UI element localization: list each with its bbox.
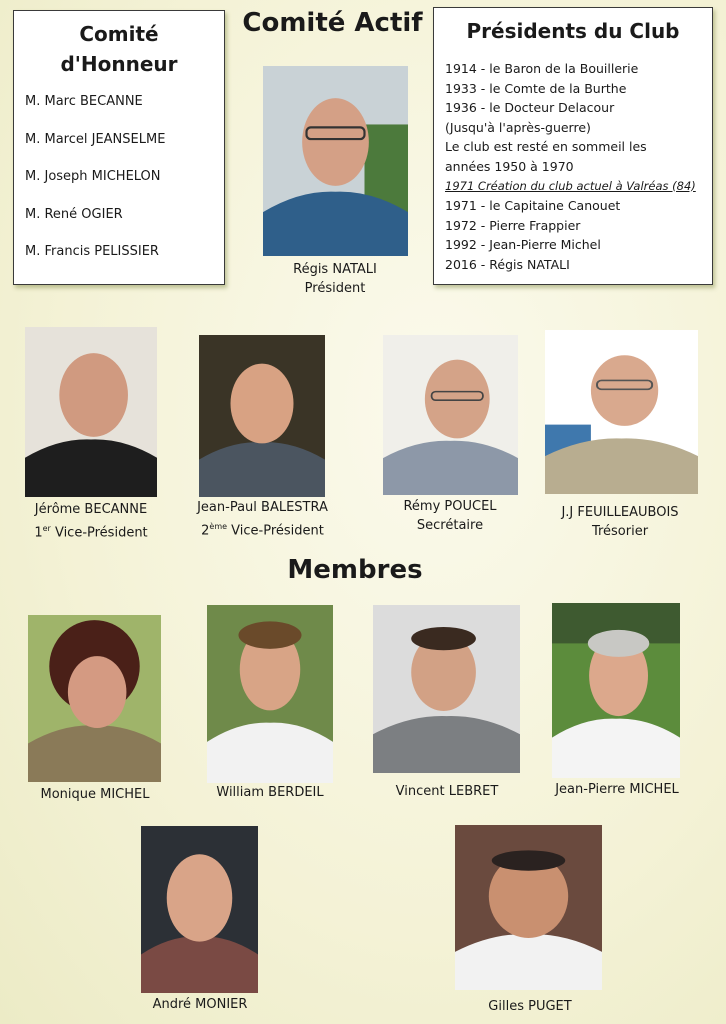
secretaire-caption: [375, 497, 525, 535]
list-item: 1933 - le Comte de la Burthe: [445, 80, 627, 96]
tresorier-caption: [545, 503, 695, 541]
list-item: M. Marc BECANNE: [25, 94, 143, 109]
list-item: M. Francis PELISSIER: [25, 244, 159, 259]
list-item: 1992 - Jean-Pierre Michel: [445, 237, 601, 253]
person-role: Trésorier: [591, 524, 649, 539]
list-item: M. Joseph MICHELON: [25, 169, 161, 184]
person-name: Régis NATALI: [293, 262, 377, 277]
person-role: Secrétaire: [416, 518, 484, 533]
member-caption: Monique MICHEL: [40, 787, 150, 802]
person-name: Jérôme BECANNE: [34, 502, 148, 517]
comite-honneur-title: Comité d'Honneur: [60, 22, 178, 76]
vp1-caption: [18, 500, 164, 542]
portrait-photo: [207, 605, 333, 783]
list-item: 1914 - le Baron de la Bouillerie: [445, 61, 639, 76]
person-name: Rémy POUCEL: [403, 499, 497, 514]
member-caption: Vincent LEBRET: [395, 784, 499, 799]
presidents-title: Présidents du Club: [466, 19, 680, 43]
list-item: M. René OGIER: [25, 206, 123, 222]
person-role: 1er Vice-Président: [34, 524, 148, 541]
portrait-photo: [455, 825, 602, 990]
comite-actif-title: Comité Actif: [242, 8, 423, 38]
member-caption: Jean-Pierre MICHEL: [555, 782, 679, 797]
portrait-photo: [263, 66, 408, 256]
portrait-photo: [199, 335, 325, 497]
list-item: M. Marcel JEANSELME: [25, 131, 166, 147]
person-role: Président: [304, 281, 366, 296]
president-caption: [260, 260, 410, 298]
portrait-photo: [141, 826, 258, 993]
vp2-caption: [185, 498, 340, 540]
portrait-photo: [28, 615, 161, 782]
member-caption: Gilles PUGET: [488, 999, 572, 1014]
portrait-photo: [552, 603, 680, 778]
list-item: 2016 - Régis NATALI: [445, 256, 570, 272]
honneur-list: [25, 93, 224, 281]
portrait-photo: [383, 335, 518, 495]
comite-honneur-box: [13, 10, 225, 285]
portrait-photo: [373, 605, 520, 773]
member-caption: William BERDEIL: [216, 785, 324, 800]
list-item: 1936 - le Docteur Delacour: [445, 100, 615, 116]
person-name: Jean-Paul BALESTRA: [197, 500, 328, 515]
member-caption: André MONIER: [152, 997, 248, 1012]
portrait-photo: [545, 330, 698, 494]
list-item: Le club est resté en sommeil les: [445, 139, 647, 155]
presidents-list: [445, 59, 712, 275]
list-item: années 1950 à 1970: [445, 158, 574, 174]
list-item: (Jusqu'à l'après-guerre): [445, 119, 591, 135]
portrait-photo: [25, 327, 157, 497]
list-item: 1971 - le Capitaine Canouet: [445, 198, 621, 214]
person-role: 2ème Vice-Président: [201, 522, 324, 539]
membres-title: Membres: [287, 555, 423, 585]
presidents-box: [433, 7, 713, 285]
person-name: J.J FEUILLEAUBOIS: [561, 505, 679, 520]
list-item: 1971 Création du club actuel à Valréas (84): [445, 178, 696, 193]
list-item: 1972 - Pierre Frappier: [445, 217, 581, 233]
